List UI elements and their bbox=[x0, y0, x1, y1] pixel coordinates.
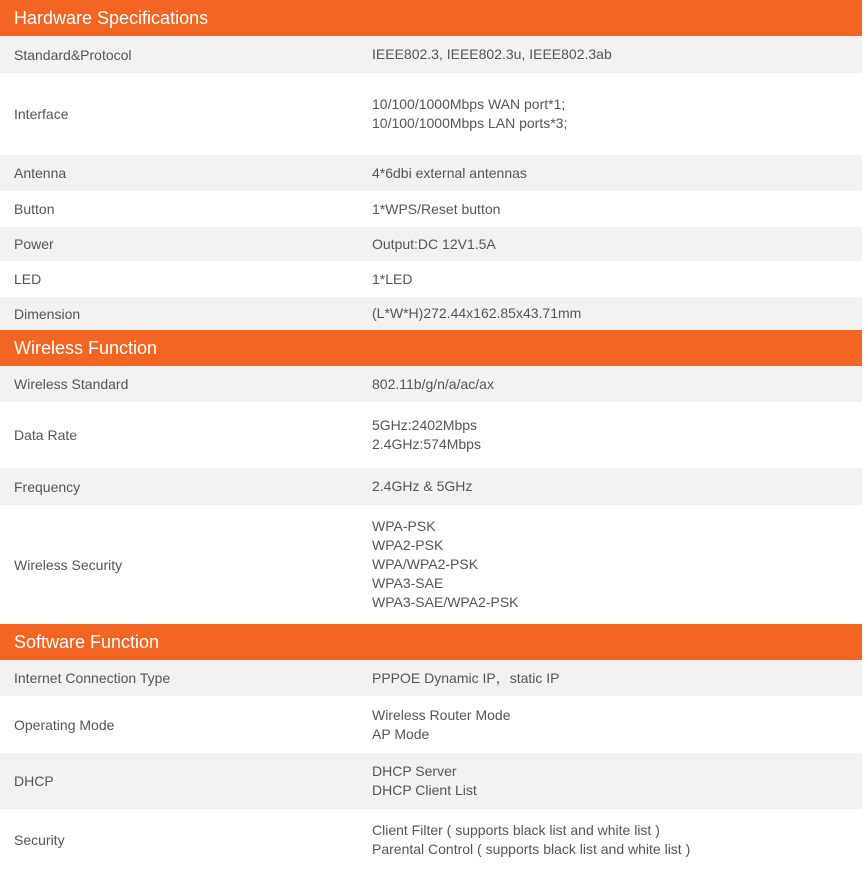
spec-label: Frequency bbox=[14, 478, 81, 495]
section-header-hardware: Hardware Specifications bbox=[0, 0, 862, 36]
spec-label: Interface bbox=[14, 106, 69, 122]
spec-value: Client Filter ( supports black list and white list ) Parental Control ( supports black list and white list ) bbox=[372, 822, 691, 857]
spec-row bbox=[0, 36, 862, 73]
spec-label: Button bbox=[14, 201, 55, 217]
spec-row bbox=[0, 660, 862, 696]
spec-value: IEEE802.3, IEEE802.3u, IEEE802.3ab bbox=[372, 46, 612, 62]
spec-label: Wireless Security bbox=[14, 556, 123, 573]
spec-value: DHCP Server DHCP Client List bbox=[372, 763, 477, 798]
spec-value: 5GHz:2402Mbps 2.4GHz:574Mbps bbox=[372, 417, 481, 452]
spec-label: Internet Connection Type bbox=[14, 670, 171, 686]
spec-row bbox=[0, 191, 862, 227]
spec-label: LED bbox=[14, 271, 42, 287]
spec-label: DHCP bbox=[14, 773, 54, 789]
spec-value: PPPOE Dynamic IP，static IP bbox=[372, 669, 560, 686]
spec-row bbox=[0, 73, 862, 155]
spec-value: 802.11b/g/n/a/ac/ax bbox=[372, 375, 494, 392]
spec-label: Antenna bbox=[14, 165, 67, 181]
spec-label: Power bbox=[14, 236, 54, 252]
spec-row bbox=[0, 468, 862, 505]
spec-value: Wireless Router Mode AP Mode bbox=[372, 706, 511, 742]
spec-value: 4*6dbi external antennas bbox=[372, 164, 527, 181]
spec-row bbox=[0, 227, 862, 261]
spec-label: Data Rate bbox=[14, 427, 78, 443]
spec-row bbox=[0, 505, 862, 624]
spec-row bbox=[0, 261, 862, 297]
spec-row bbox=[0, 809, 862, 871]
spec-row bbox=[0, 297, 862, 330]
spec-value: WPA-PSK WPA2-PSK WPA/WPA2-PSK WPA3-SAE WPA3-SAE/WPA2-PSK bbox=[372, 518, 519, 610]
spec-row bbox=[0, 696, 862, 753]
spec-label: Operating Mode bbox=[14, 716, 115, 733]
spec-value: 2.4GHz & 5GHz bbox=[372, 478, 473, 494]
spec-row bbox=[0, 366, 862, 402]
spec-label: Security bbox=[14, 832, 65, 848]
spec-value: Output:DC 12V1.5A bbox=[372, 235, 496, 252]
spec-value: 10/100/1000Mbps WAN port*1; 10/100/1000Mbps LAN ports*3; bbox=[372, 96, 568, 131]
spec-value: 1*WPS/Reset button bbox=[372, 200, 501, 217]
spec-label: Standard&Protocol bbox=[14, 46, 132, 63]
spec-value: 1*LED bbox=[372, 270, 413, 287]
spec-value: (L*W*H)272.44x162.85x43.71mm bbox=[372, 305, 582, 321]
spec-label: Dimension bbox=[14, 305, 81, 322]
spec-row bbox=[0, 753, 862, 809]
section-header-wireless: Wireless Function bbox=[0, 330, 862, 366]
section-header-software: Software Function bbox=[0, 624, 862, 660]
spec-label: Wireless Standard bbox=[14, 376, 129, 392]
spec-row bbox=[0, 402, 862, 468]
spec-row bbox=[0, 155, 862, 191]
